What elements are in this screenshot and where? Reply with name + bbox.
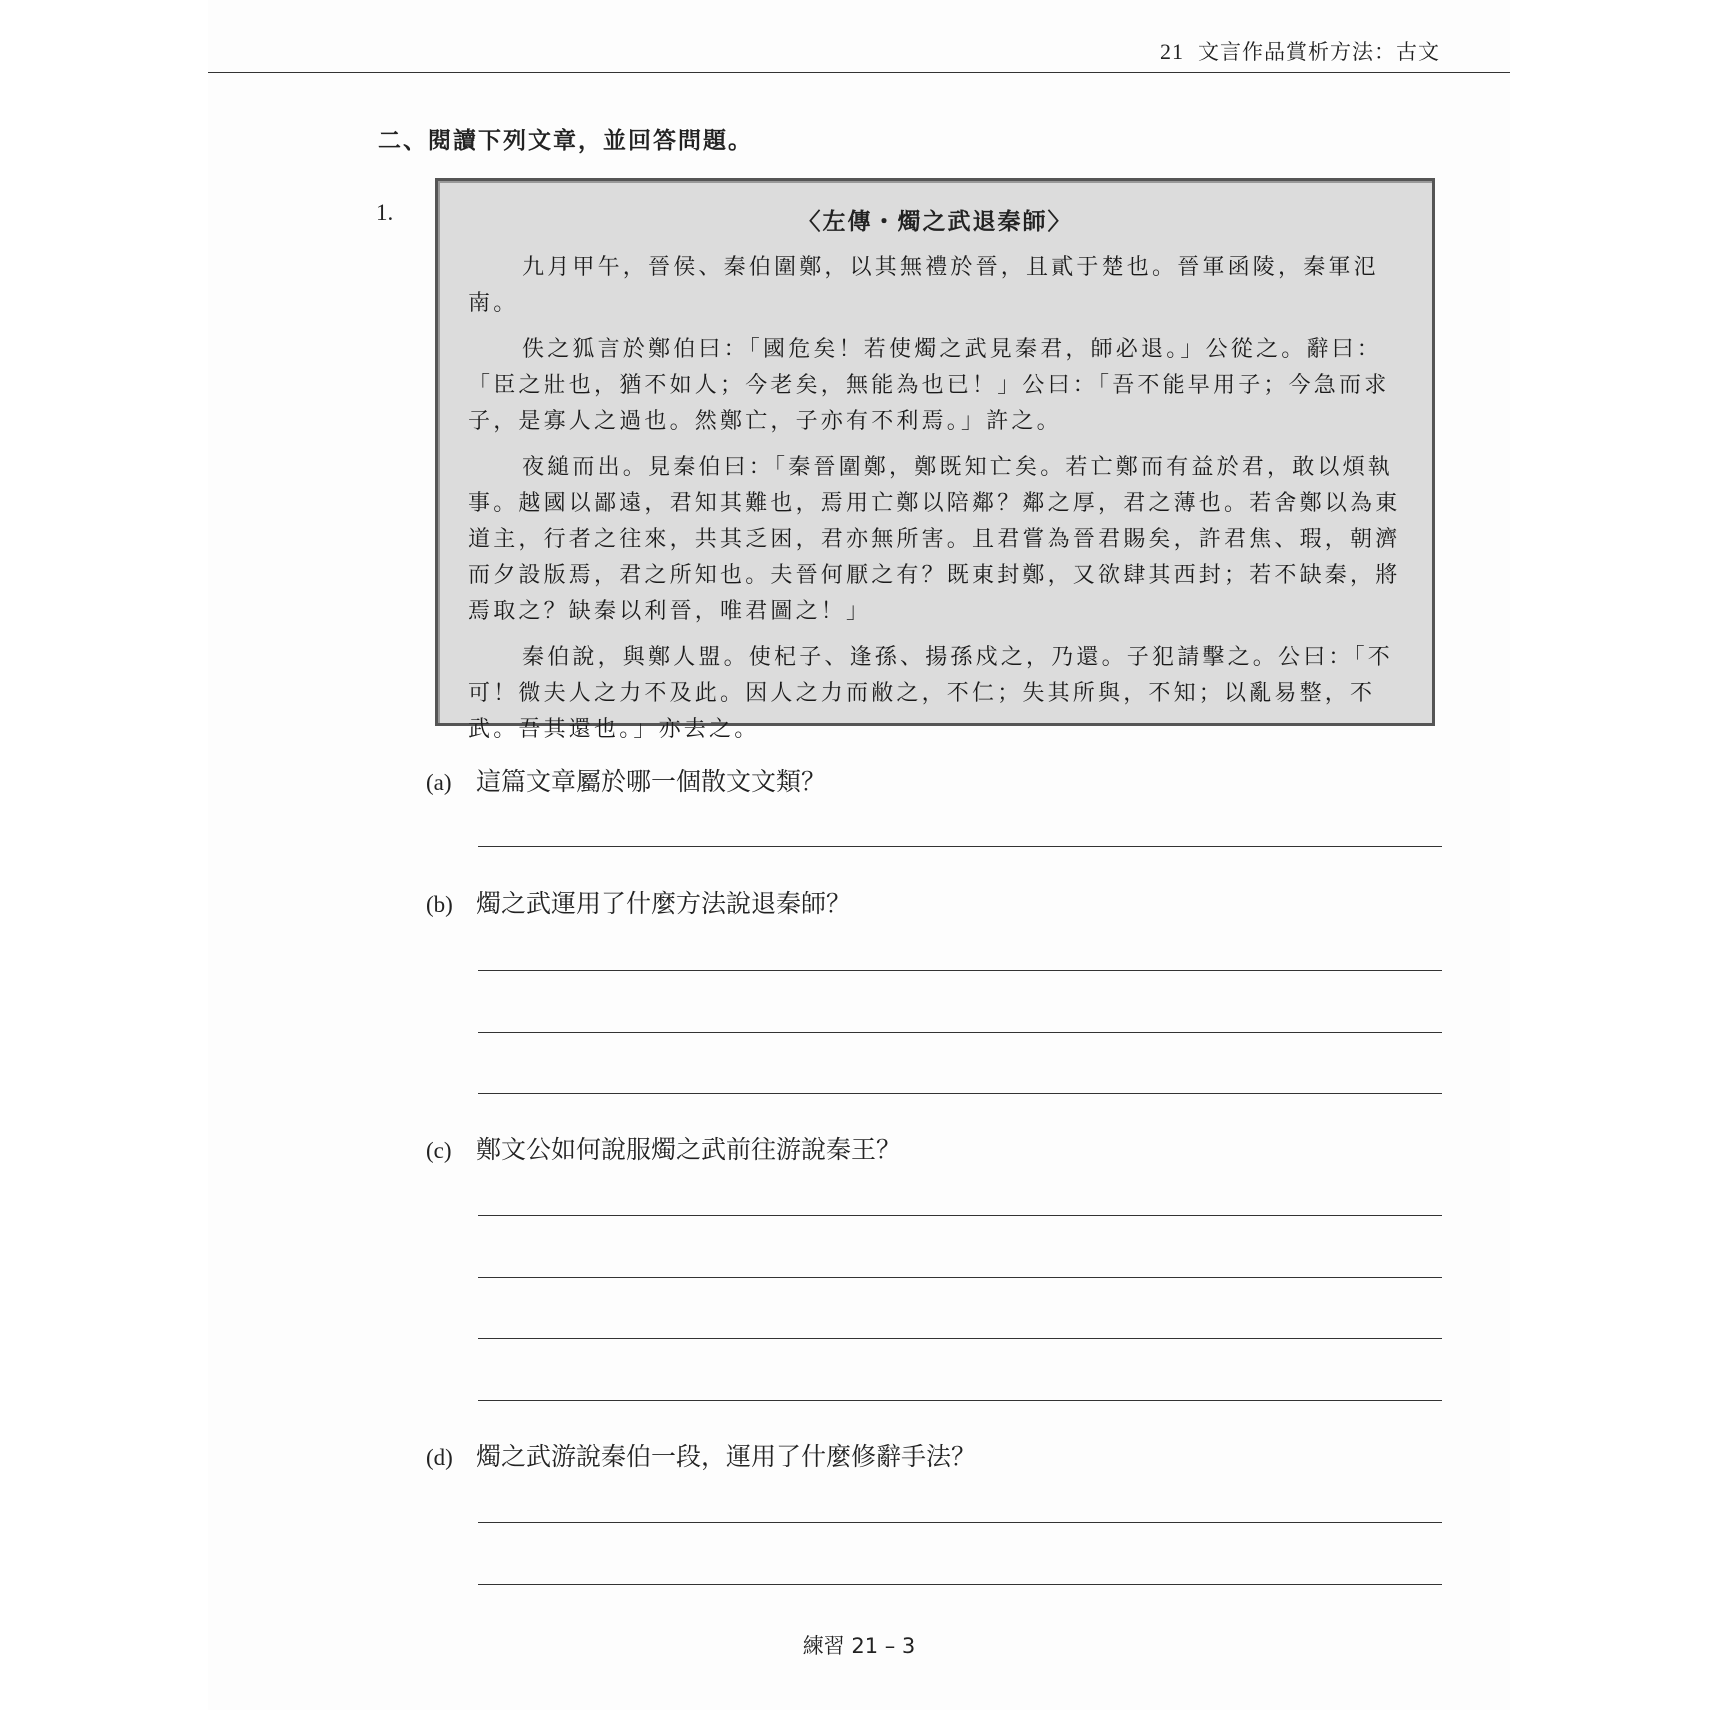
- answer-line[interactable]: [478, 1215, 1442, 1216]
- passage-paragraph: 秦伯說，與鄭人盟。使杞子、逢孫、揚孫戍之，乃還。子犯請擊之。公曰：「不可！微夫人之力不及此。因人之力而敝之，不仁；失其所與，不知；以亂易整，不武。吾其還也。」亦去之。: [468, 645, 1394, 742]
- sub-question-a: [426, 762, 826, 798]
- worksheet-page: [208, 0, 1510, 1710]
- answer-line[interactable]: [478, 1584, 1442, 1585]
- answer-line[interactable]: [478, 970, 1442, 971]
- answer-line[interactable]: [478, 1093, 1442, 1094]
- sub-question-text: 鄭文公如何說服燭之武前往游說秦王？: [476, 1135, 902, 1164]
- header-text: [1160, 36, 1440, 66]
- answer-line[interactable]: [478, 1277, 1442, 1278]
- sub-question-b: [426, 884, 851, 920]
- answer-line[interactable]: [478, 846, 1442, 847]
- answer-line[interactable]: [478, 1338, 1442, 1339]
- sub-question-c: [426, 1130, 901, 1166]
- passage-paragraph: 九月甲午，晉侯、秦伯圍鄭，以其無禮於晉，且貳于楚也。晉軍函陵，秦軍氾南。: [468, 255, 1379, 316]
- question-number: 1.: [376, 200, 394, 225]
- passage-body: [438, 236, 1432, 748]
- sub-question-label: (a): [426, 770, 452, 795]
- sub-question-text: 這篇文章屬於哪一個散文文類？: [476, 767, 827, 796]
- passage-box: [435, 178, 1435, 742]
- sub-question-text: 燭之武運用了什麼方法說退秦師？: [476, 889, 852, 918]
- sub-question-label: (d): [426, 1445, 453, 1470]
- chapter-title: 文言作品賞析方法：古文: [1198, 40, 1440, 64]
- sub-question-d: [426, 1437, 976, 1473]
- passage-title: 〈左傳・燭之武退秦師〉: [797, 209, 1073, 235]
- answer-line[interactable]: [478, 1522, 1442, 1523]
- page-header: [208, 30, 1510, 73]
- sub-question-label: (b): [426, 892, 453, 917]
- section-title: 二、閱讀下列文章，並回答問題。: [378, 128, 753, 154]
- passage-paragraph: 夜縋而出。見秦伯曰：「秦晉圍鄭，鄭既知亡矣。若亡鄭而有益於君，敢以煩執事。越國以鄙遠，君知其難也，焉用亡鄭以陪鄰？鄰之厚，君之薄也。若舍鄭以為東道主，行者之往來，共其乏困，君亦無所害。且君嘗為晉君賜矣，許君焦、瑕，朝濟而夕設版焉，君之所知也。夫晉何厭之有？既東封鄭，又欲肆其西封；若不缺秦，將焉取之？缺秦以利晉，唯君圖之！」: [468, 455, 1401, 624]
- sub-question-text: 燭之武游說秦伯一段，運用了什麼修辭手法？: [476, 1442, 977, 1471]
- answer-line[interactable]: [478, 1032, 1442, 1033]
- passage-paragraph: 佚之狐言於鄭伯曰：「國危矣！若使燭之武見秦君，師必退。」公從之。辭曰：「臣之壯也，猶不如人；今老矣，無能為也已！」公曰：「吾不能早用子；今急而求子，是寡人之過也。然鄭亡，子亦有不利焉。」許之。: [468, 337, 1390, 434]
- chapter-number: 21: [1160, 39, 1184, 64]
- page-footer: 練習 21 – 3: [802, 1634, 916, 1658]
- sub-question-label: (c): [426, 1138, 452, 1163]
- answer-line[interactable]: [478, 1400, 1442, 1401]
